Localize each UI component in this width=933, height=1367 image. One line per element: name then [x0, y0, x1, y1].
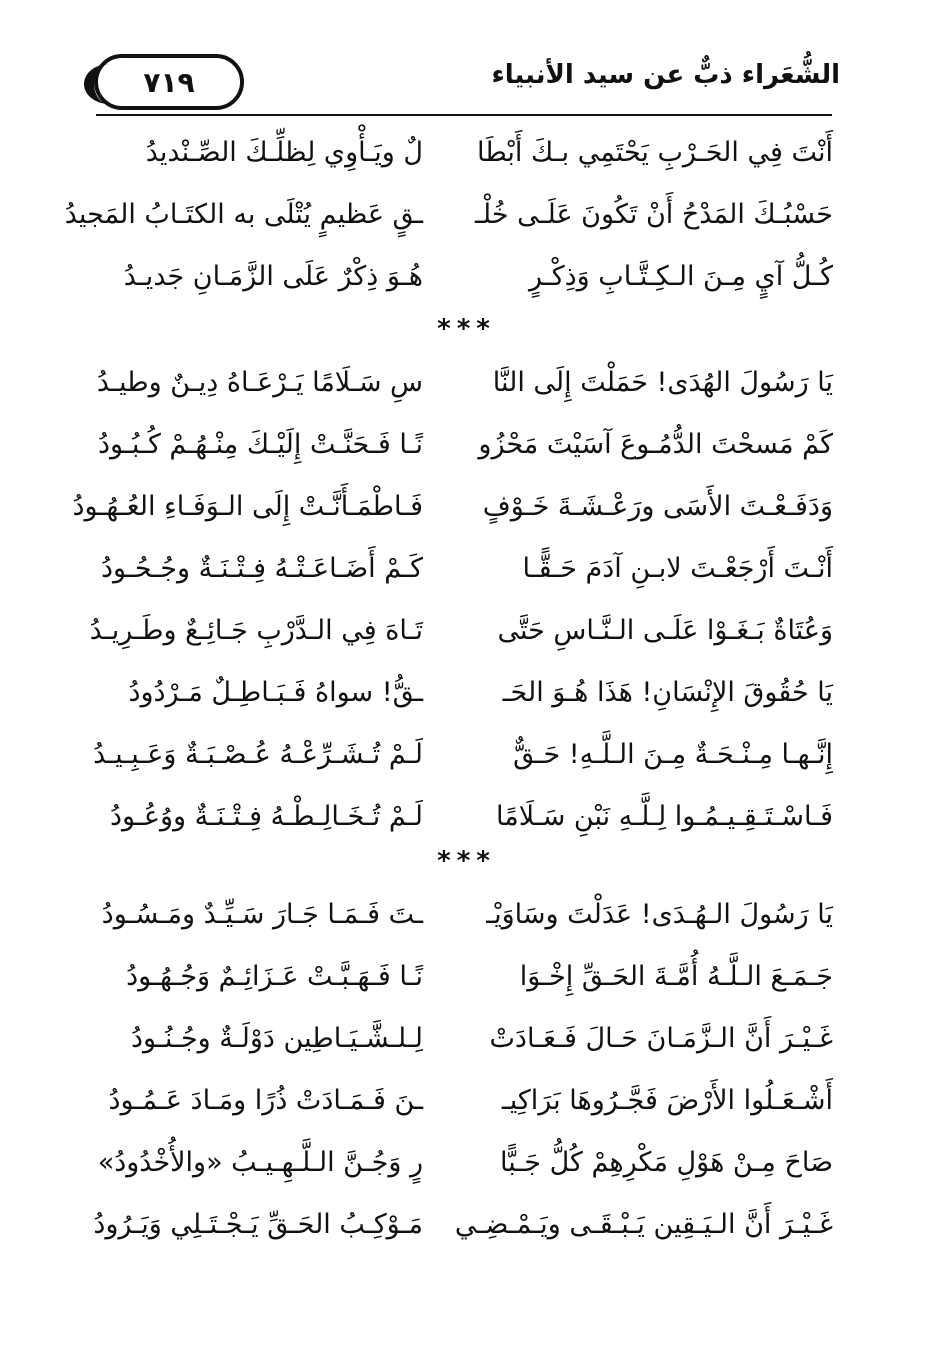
verse: [0, 946, 933, 1008]
verse: [0, 184, 933, 246]
verse: [0, 476, 933, 538]
stanza-2: [0, 352, 933, 848]
stanza-separator: ***: [437, 846, 496, 876]
page-header: [80, 42, 840, 114]
verse: [0, 1070, 933, 1132]
verse-second-hemistich: لِـلـشَّـيَـاطِين دَوْلَـةٌ وجُـنُـودُ: [131, 1023, 423, 1054]
verse-first-hemistich: أَنْـتَ أَرْجَعْـتَ لابـنِ آدَمَ حَـقًّـا: [522, 553, 833, 584]
verse: [0, 246, 933, 308]
verse-second-hemistich: ـنَ فَـمَـادَتْ ذُرًا ومَـادَ عَـمُـودُ: [108, 1085, 423, 1116]
verse-second-hemistich: ـقٍ عَظيمٍ يُتْلَى به الكتَـابُ المَجيدُ: [64, 199, 423, 230]
verse-second-hemistich: نًـا فَـحَنَّـتْ إِلَيْـكَ مِنْـهُـمْ كُـبُـودُ: [98, 429, 423, 460]
verse-first-hemistich: صَاحَ مِـنْ هَوْلِ مَكْرِهِمْ كُلُّ جَـبًّا: [500, 1147, 833, 1178]
verse-first-hemistich: يَا رَسُولَ الـهُـدَى! عَدَلْتَ وسَاوَيْـ: [486, 899, 833, 930]
verse: [0, 724, 933, 786]
verse-second-hemistich: مَـوْكِـبُ الحَـقِّ يَـجْـتَـلِي وَيَـرُودُ: [93, 1209, 423, 1240]
verse: [0, 1132, 933, 1194]
running-title: الشُّعَراء ذبٌّ عن سيد الأنبياء: [491, 60, 840, 90]
verse-first-hemistich: فَـاسْـتَـقِـيـمُـوا لِـلَّـهِ نَبْنِ سَـلَامًا: [496, 801, 833, 832]
verse: [0, 600, 933, 662]
header-rule: [96, 114, 832, 116]
page-number-badge: [94, 54, 244, 110]
verse-first-hemistich: يَا حُقُوقَ الإِنْسَانِ! هَذَا هُـوَ الحَـ: [502, 677, 833, 708]
stanza-3: [0, 884, 933, 1256]
verse-first-hemistich: وَدَفَـعْـتَ الأَسَى ورَعْـشَـةَ خَـوْفٍ: [482, 491, 833, 522]
verse: [0, 1008, 933, 1070]
verse-second-hemistich: فَـاطْمَـأَنَّـتْ إِلَى الـوَفَـاءِ العُـهُـودُ: [72, 491, 423, 522]
verse-second-hemistich: تَـاهَ فِي الـدَّرْبِ جَـائِـعٌ وطَـرِيـدُ: [89, 615, 423, 646]
verse-second-hemistich: رٍ وَجُـنَّ الـلَّـهِـيـبُ «والأُخْدُودُ»: [97, 1147, 423, 1178]
verse-first-hemistich: أَنْتَ فِي الحَـرْبِ يَحْتَمِي بـكَ أَبْطَا: [476, 137, 833, 168]
verse-first-hemistich: حَسْبُـكَ المَدْحُ أَنْ تَكُونَ عَلَـى خُلْـ: [475, 199, 833, 230]
verse-second-hemistich: لٌ ويَـأْوِي لِظلِّـكَ الصِّـنْديدُ: [145, 137, 423, 168]
verse-first-hemistich: وَعُتَاةٌ بَـغَـوْا عَلَـى الـنَّـاسِ حَتَّى: [497, 615, 833, 646]
verse: [0, 884, 933, 946]
verse-first-hemistich: غَـيْـرَ أَنَّ الـزَّمَـانَ حَـالَ فَـعَـادَتْ: [489, 1023, 833, 1054]
verse-first-hemistich: جَـمَـعَ الـلَّـهُ أُمَّـةَ الحَـقِّ إِخْـوَا: [519, 961, 833, 992]
verse: [0, 352, 933, 414]
verse: [0, 1194, 933, 1256]
verse-first-hemistich: كَمْ مَسحْتَ الدُّمُـوعَ آسَيْتَ مَحْزُو: [478, 429, 833, 460]
stanza-1: [0, 122, 933, 308]
verse-first-hemistich: كُـلُّ آيٍ مِـنَ الـكِـتَّـابِ وَذِكْـرٍ: [529, 261, 833, 292]
verse-second-hemistich: ـقُّ! سواهُ فَـبَـاطِـلٌ مَـرْدُودُ: [128, 677, 423, 708]
stanza-separator: ***: [437, 314, 496, 344]
verse-first-hemistich: يَا رَسُولَ الهُدَى! حَمَلْتَ إِلَى النَّا: [492, 367, 833, 398]
verse-second-hemistich: ـتَ فَـمَـا جَـارَ سَـيِّـدٌ ومَـسُـودُ: [101, 899, 423, 930]
verse-second-hemistich: لَـمْ تُـخَـالِـطْـهُ فِـتْـنَـةٌ ووُعُـودُ: [110, 801, 423, 832]
verse: [0, 538, 933, 600]
verse-second-hemistich: هُـوَ ذِكْرٌ عَلَى الزَّمَـانِ جَديـدُ: [123, 261, 423, 292]
verse: [0, 662, 933, 724]
verse: [0, 414, 933, 476]
verse: [0, 786, 933, 848]
verse-second-hemistich: كَـمْ أَضَـاعَـتْـهُ فِـتْـنَـةٌ وجُـحُـودُ: [101, 553, 423, 584]
verse-second-hemistich: سِ سَـلَامًا يَـرْعَـاهُ دِيـنٌ وطيـدُ: [96, 367, 423, 398]
verse-first-hemistich: إِنَّـهـا مِـنْـحَـةٌ مِـنَ الـلَّـهِ! حَـقٌّ: [513, 739, 833, 770]
verse-second-hemistich: لَـمْ تُـشَـرِّعْـهُ عُـصْـبَـةٌ وَعَـبِـيـدُ: [93, 739, 423, 770]
verse-first-hemistich: أَشْـعَـلُوا الأَرْضَ فَجَّـرُوهَا بَرَاكِيـ: [501, 1085, 833, 1116]
page-number: ٧١٩: [143, 65, 195, 99]
verse: [0, 122, 933, 184]
verse-first-hemistich: غَـيْـرَ أَنَّ الـيَـقِين يَـبْـقَـى ويَـمْـضِـي: [454, 1209, 833, 1240]
verse-second-hemistich: نًـا فَـهَـبَّـتْ عَـزَائِـمٌ وَجُـهُـودُ: [126, 961, 423, 992]
